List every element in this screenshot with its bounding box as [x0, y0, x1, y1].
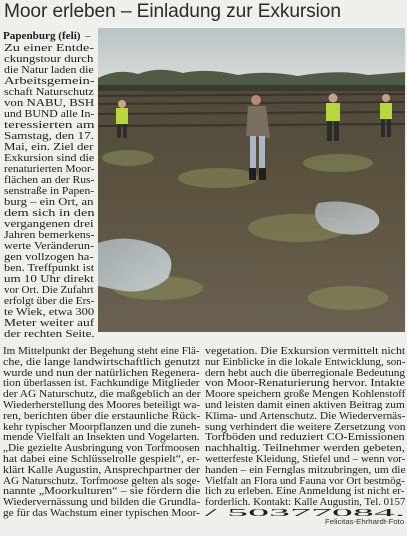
- text-line: Wiederherstellung des Moores beteiligt wa-: [3, 399, 201, 411]
- text-line: te Wiek, etwa 300: [4, 306, 95, 318]
- text-line: renaturierten Moor-: [4, 163, 95, 175]
- headline: Moor erleben – Einladung zur Exkursion: [4, 0, 341, 22]
- text-line: die Natur laden die: [4, 64, 94, 76]
- text-line: nur Einblicke in die lokale Entwicklung, son-: [205, 355, 406, 368]
- text-line: Zu einer Entde-: [4, 42, 95, 54]
- text-line: der rechten Seite.: [4, 328, 95, 340]
- text-line: flächen an der Rus-: [4, 174, 95, 186]
- text-line: forderlich. Kontakt: Kalle Augustin, Tel. 0157: [205, 496, 406, 509]
- text-line: Samstag, den 17.: [4, 130, 95, 142]
- text-line: Jahren bemerkens-: [4, 229, 95, 241]
- text-line: AG Naturschutz. Torfmoose gelten als soge-: [3, 474, 201, 487]
- text-line: Exkursion sind die: [4, 152, 95, 164]
- text-line: und BUND alle In-: [4, 108, 95, 120]
- text-line: Moore speichern große Mengen Kohlenstoff: [205, 388, 406, 401]
- text-line: che, die lange landwirtschaftlich genutzt: [3, 355, 201, 368]
- text-line: vergangenen drei: [4, 218, 94, 230]
- text-line: sung verhindert die weitere Zersetzung von: [205, 420, 406, 433]
- text-line: von Moor-Renaturierung hervor. Intakte: [205, 377, 405, 390]
- text-line: nannte „Moorkulturen“ – sie fördern die: [3, 485, 201, 498]
- photo-credit: Felicitas-Ehrhardt-Foto: [325, 518, 405, 526]
- text-line: vegetation. Die Exkursion vermittelt nicht: [205, 345, 406, 357]
- text-line: teressierten am: [4, 119, 95, 131]
- text-line: von NABU, BSH: [4, 97, 95, 109]
- text-line: und leisten damit einen aktiven Beitrag zum: [205, 399, 405, 411]
- text-line: dern hebt auch die überregionale Bedeutung: [205, 366, 406, 379]
- text-line: ge für das Wachstum einer typischen Moor-: [3, 507, 200, 519]
- text-line: erfolgt über die Ers-: [4, 295, 95, 307]
- text-line: dem sich in den: [4, 207, 95, 219]
- text-line: Klima- und Artenschutz. Die Wiedervernäs-: [205, 409, 406, 422]
- text-line: burg – ein Ort, an: [4, 196, 94, 208]
- text-line: lich zu erleben. Eine Anmeldung ist nicht er-: [205, 485, 405, 498]
- text-line: senstraße in Papen-: [4, 185, 95, 197]
- text-line: Im Mittelpunkt der Begehung steht eine Flä-: [3, 345, 200, 357]
- text-line: ben. Treffpunkt ist: [4, 262, 95, 274]
- text-line: handen – ein Fernglas mitzubringen, um die: [205, 463, 406, 476]
- text-line: um 10 Uhr direkt: [4, 273, 94, 285]
- text-line: schaft Naturschutz: [4, 86, 94, 98]
- dateline-dash: –: [85, 30, 91, 42]
- text-line: der AG Naturschutz, die maßgeblich an der: [3, 388, 201, 401]
- text-line: Mai, ein. Ziel der: [4, 141, 94, 153]
- text-line: Meter weiter auf: [4, 317, 95, 329]
- text-line: Vielfalt an Flora und Fauna vor Ort bestmög-: [205, 474, 405, 487]
- dateline: Papenburg (feli): [3, 30, 81, 42]
- text-line: Arbeitsgemein-: [4, 75, 95, 87]
- text-line: klärt Kalle Augustin, Ansprechpartner der: [3, 463, 200, 476]
- text-line: ckungstour durch: [4, 53, 94, 65]
- text-line: Wiedervernässung und bilden die Grundla-: [3, 496, 201, 509]
- text-line: hat dabei eine Schlüsselrolle gespielt“, er-: [3, 453, 200, 465]
- text-line: nachhaltig. Teilnehmer werden gebeten,: [205, 442, 405, 455]
- text-line: vor Ort. Die Zufahrt: [4, 284, 94, 296]
- text-line: / 50377084.: [205, 507, 406, 519]
- article-photo: [98, 28, 405, 332]
- text-line: werte Veränderun-: [4, 240, 95, 252]
- text-line: Torfböden und reduziert CO-Emissionen: [205, 431, 405, 444]
- text-line: wetterfeste Kleidung, Stiefel und – wenn vor-: [205, 453, 406, 465]
- text-line: wurde und nun der natürlichen Regenera-: [3, 366, 200, 379]
- text-line: kehr typischer Moorpflanzen und die zuneh-: [3, 420, 201, 433]
- text-line: gen vollzogen ha-: [4, 251, 94, 263]
- text-line: ren, berichten über die erstaunliche Rück-: [3, 409, 201, 422]
- text-line: „Die gezielte Ausbringung von Torfmoosen: [3, 442, 200, 455]
- text-line: tion überlassen ist. Fachkundige Mitglieder: [3, 377, 200, 390]
- text-line: mende Vielfalt an Insekten und Vogelarten.: [3, 431, 200, 444]
